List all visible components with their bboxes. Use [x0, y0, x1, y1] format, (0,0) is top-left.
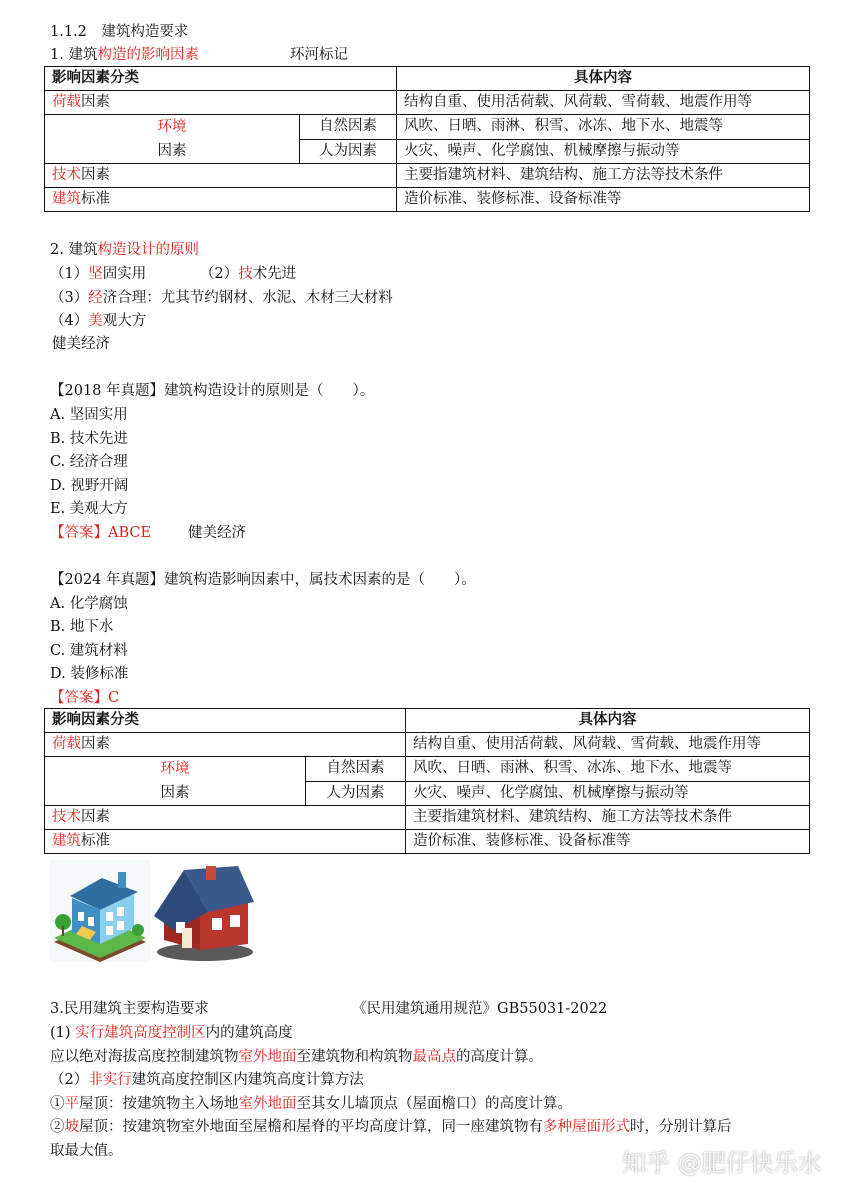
answer-line	[50, 521, 151, 542]
content-cell: 结构自重、使用活荷载、风荷载、雪荷载、地震作用等	[406, 733, 810, 757]
principle-text: 济合理：尤其节约钢材、水泥、木材三大材料	[102, 290, 393, 306]
principle-text: 观大方	[102, 313, 147, 329]
rule-text: 屋顶：按建筑物室外地面至屋檐和屋脊的平均高度计算，同一座建筑物有	[79, 1119, 543, 1135]
category-text: 因素	[81, 167, 110, 183]
principle-number: （2）	[200, 266, 239, 282]
rule-text: 时，分别计算后	[630, 1119, 732, 1135]
heading-text: 建筑	[68, 242, 98, 258]
category-highlight: 环境	[157, 119, 187, 135]
rule-line-4	[50, 1092, 572, 1113]
category-cell	[45, 830, 406, 854]
heading-influence-factors	[50, 43, 199, 64]
category-text: 因素	[157, 143, 187, 159]
rule-text: 的高度计算。	[456, 1049, 543, 1065]
question-option: E. 美观大方	[50, 501, 128, 517]
principle-number: （3）	[50, 290, 89, 306]
category-highlight: 建筑	[52, 191, 81, 207]
rule-number: ①	[50, 1096, 65, 1112]
category-text: 因素	[81, 736, 110, 752]
category-highlight: 荷载	[52, 736, 81, 752]
watermark: 知乎 @肥仔快乐水	[622, 1149, 822, 1177]
principle-number: （1）	[50, 266, 89, 282]
category-highlight: 荷载	[52, 94, 81, 110]
table-header-row	[45, 709, 810, 733]
rule-line-2	[50, 1045, 543, 1066]
content-cell: 造价标准、装修标准、设备标准等	[406, 830, 810, 854]
principle-3	[50, 286, 393, 307]
category-text: 标准	[81, 833, 110, 849]
question-option: C. 经济合理	[50, 454, 128, 470]
table-row	[45, 733, 810, 757]
table-row	[45, 757, 810, 782]
category-cell	[45, 757, 306, 806]
section-title: 1.1.2 建筑构造要求	[50, 24, 189, 40]
answer-value: ABCE	[108, 525, 152, 541]
heading-civil-building: 3.民用建筑主要构造要求	[50, 1001, 209, 1017]
rule-line-5	[50, 1115, 732, 1136]
category-cell	[45, 115, 300, 164]
subcategory-cell: 自然因素	[300, 115, 397, 140]
rule-highlight: 多种屋面形式	[543, 1119, 630, 1135]
category-cell	[45, 806, 406, 830]
answer-line	[50, 686, 119, 707]
rule-line-6: 取最大值。	[50, 1143, 123, 1159]
heading-design-principles	[50, 238, 199, 259]
category-highlight: 技术	[52, 809, 81, 825]
answer-value: C	[108, 690, 120, 706]
content-cell: 主要指建筑材料、建筑结构、施工方法等技术条件	[406, 806, 810, 830]
heading-highlight: 构造的影响因素	[97, 47, 199, 63]
rule-text: 屋顶：按建筑物主入场地	[79, 1096, 239, 1112]
rule-highlight: 室外地面	[238, 1049, 297, 1065]
question-stem: 【2024 年真题】建筑构造影响因素中，属技术因素的是（ ）。	[50, 572, 476, 588]
header-content: 具体内容	[397, 67, 810, 91]
rule-line-3	[50, 1068, 364, 1089]
house-icon	[152, 860, 258, 962]
answer-note: 健美经济	[188, 525, 246, 541]
heading-number: 1.	[50, 47, 69, 63]
answer-label: 【答案】	[50, 690, 108, 706]
answer-label: 【答案】	[50, 525, 108, 541]
category-cell	[45, 91, 397, 115]
rule-highlight: 室外地面	[238, 1096, 297, 1112]
table-row	[45, 830, 810, 854]
principle-highlight: 坚	[88, 266, 103, 282]
factors-table	[44, 66, 810, 212]
principle-text: 固实用	[102, 266, 147, 282]
principle-highlight: 美	[88, 313, 103, 329]
rule-number: (1)	[50, 1025, 76, 1041]
content-cell: 主要指建筑材料、建筑结构、施工方法等技术条件	[397, 164, 810, 188]
question-option: D. 视野开阔	[50, 478, 129, 494]
mnemonic-text: 健美经济	[52, 336, 110, 352]
content-cell: 结构自重、使用活荷载、风荷载、雪荷载、地震作用等	[397, 91, 810, 115]
principle-4	[50, 309, 146, 330]
factors-table-repeat	[44, 708, 810, 854]
content-cell: 风吹、日晒、雨淋、积雪、冰冻、地下水、地震等	[406, 757, 810, 782]
rule-highlight: 非实行	[88, 1072, 132, 1088]
header-category: 影响因素分类	[45, 709, 406, 733]
question-stem: 【2018 年真题】建筑构造设计的原则是（ ）。	[50, 383, 375, 399]
principle-1	[50, 262, 146, 283]
rule-highlight: 平	[64, 1096, 79, 1112]
rule-text: 至建筑物和构筑物	[296, 1049, 413, 1065]
rule-text: 至其女儿墙顶点（屋面檐口）的高度计算。	[296, 1096, 572, 1112]
question-option: B. 技术先进	[50, 431, 128, 447]
category-text: 因素	[81, 809, 110, 825]
category-highlight: 技术	[52, 167, 81, 183]
question-option: A. 化学腐蚀	[50, 596, 128, 612]
rule-highlight: 坡	[64, 1119, 79, 1135]
principle-number: （4）	[50, 313, 89, 329]
heading-highlight: 构造设计的原则	[97, 242, 199, 258]
table-row	[45, 91, 810, 115]
question-option: B. 地下水	[50, 619, 114, 635]
header-content: 具体内容	[406, 709, 810, 733]
rule-highlight: 实行建筑高度控制区	[75, 1025, 206, 1041]
subcategory-cell: 人为因素	[300, 139, 397, 164]
header-category: 影响因素分类	[45, 67, 397, 91]
heading-text: 建筑	[68, 47, 98, 63]
category-cell	[45, 188, 397, 212]
category-highlight: 环境	[160, 761, 190, 777]
question-option: C. 建筑材料	[50, 643, 128, 659]
principle-text: 术先进	[252, 266, 297, 282]
content-cell: 火灾、噪声、化学腐蚀、机械摩擦与振动等	[397, 139, 810, 164]
rule-text: 应以绝对海拔高度控制建筑物	[50, 1049, 239, 1065]
principle-highlight: 经	[88, 290, 103, 306]
question-option: A. 坚固实用	[50, 407, 128, 423]
content-cell: 火灾、噪声、化学腐蚀、机械摩擦与振动等	[406, 781, 810, 806]
content-cell: 风吹、日晒、雨淋、积雪、冰冻、地下水、地震等	[397, 115, 810, 140]
category-cell	[45, 164, 397, 188]
category-text: 因素	[81, 94, 110, 110]
standard-reference: 《民用建筑通用规范》GB55031-2022	[352, 1001, 608, 1017]
category-cell	[45, 733, 406, 757]
rule-highlight: 最高点	[412, 1049, 456, 1065]
rule-number: （2）	[50, 1072, 89, 1088]
principle-2	[200, 262, 296, 283]
content-cell: 造价标准、装修标准、设备标准等	[397, 188, 810, 212]
rule-text: 建筑高度控制区内建筑高度计算方法	[131, 1072, 364, 1088]
rule-text: 内的建筑高度	[205, 1025, 293, 1041]
heading-number: 2.	[50, 242, 69, 258]
principle-highlight: 技	[238, 266, 253, 282]
category-text: 因素	[160, 785, 190, 801]
table-header-row	[45, 67, 810, 91]
rule-number: ②	[50, 1119, 65, 1135]
subcategory-cell: 人为因素	[306, 781, 406, 806]
building-icon	[50, 860, 150, 962]
table-row	[45, 164, 810, 188]
category-highlight: 建筑	[52, 833, 81, 849]
subcategory-cell: 自然因素	[306, 757, 406, 782]
table-row	[45, 188, 810, 212]
rule-line-1	[50, 1021, 293, 1042]
question-option: D. 装修标准	[50, 666, 129, 682]
table-row	[45, 806, 810, 830]
category-text: 标准	[81, 191, 110, 207]
note-text: 环河标记	[290, 47, 348, 63]
table-row	[45, 115, 810, 140]
